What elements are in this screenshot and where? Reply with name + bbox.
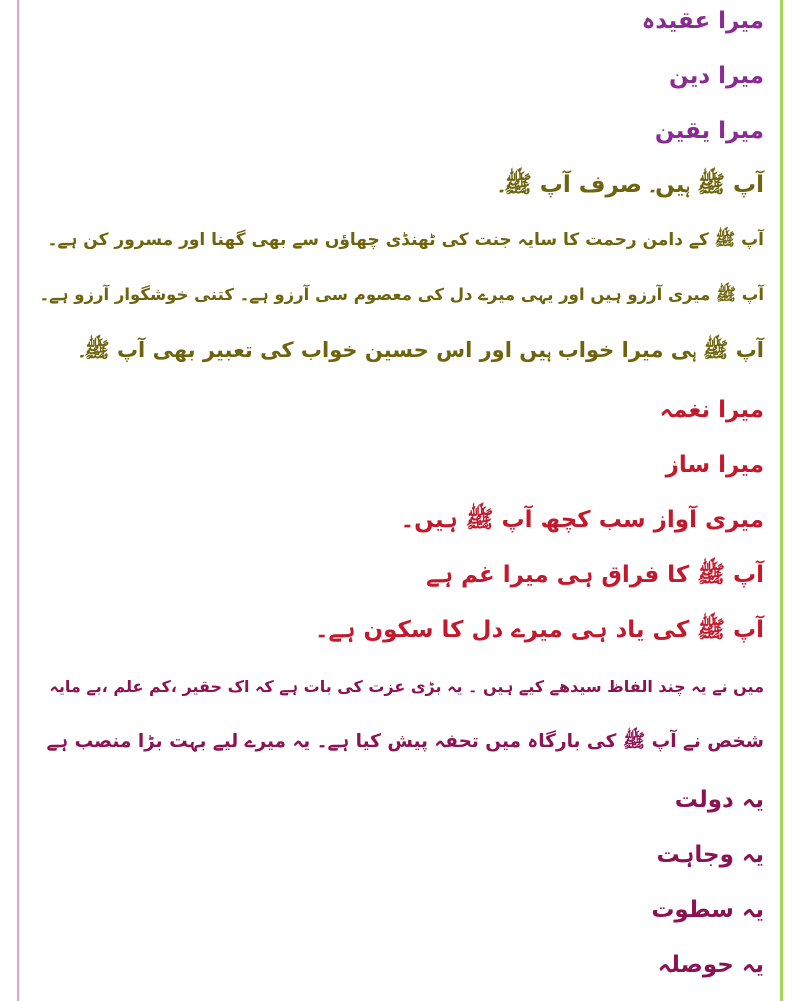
line-13: میں نے یہ چند الفاظ سیدھے کیے ہیں ۔ یہ بڑی عزت کی بات ہے کہ اک حقیر ،کم علم ،بے مایہ — [49, 677, 764, 696]
line-10: میری آواز سب کچھ آپ ﷺ ہیں۔ — [400, 507, 764, 533]
line-7: آپ ﷺ ہی میرا خواب ہیں اور اس حسین خواب کی تعبیر بھی آپ ﷺ۔ — [79, 338, 764, 362]
line-3: میرا یقین — [654, 118, 764, 144]
line-8: میرا نغمہ — [659, 397, 764, 423]
line-12: آپ ﷺ کی یاد ہی میرے دل کا سکون ہے۔ — [315, 617, 764, 643]
line-9: میرا ساز — [665, 452, 764, 478]
line-4: آپ ﷺ ہیں۔ صرف آپ ﷺ۔ — [498, 172, 764, 198]
line-17: یہ سطوت — [651, 897, 764, 923]
line-14: شخص نے آپ ﷺ کی بارگاہ میں تحفہ پیش کیا ہے۔ یہ میرے لیے بہت بڑا منصب ہے — [46, 731, 764, 752]
line-1: میرا عقیدہ — [641, 8, 764, 34]
line-18: یہ حوصلہ — [657, 952, 764, 978]
line-2: میرا دین — [669, 63, 764, 89]
left-margin-rule — [17, 0, 19, 1001]
right-margin-rule — [780, 0, 783, 1001]
line-16: یہ وجاہت — [656, 842, 764, 868]
line-11: آپ ﷺ کا فراق ہی میرا غم ہے — [426, 562, 764, 588]
line-15: یہ دولت — [674, 787, 764, 813]
line-5: آپ ﷺ کے دامن رحمت کا سایہ جنت کی ٹھنڈی چھاؤں سے بھی گھنا اور مسرور کن ہے۔ — [47, 230, 764, 250]
line-6: آپ ﷺ میری آرزو ہیں اور یہی میرے دل کی معصوم سی آرزو ہے۔ کتنی خوشگوار آرزو ہے۔ — [39, 285, 764, 304]
